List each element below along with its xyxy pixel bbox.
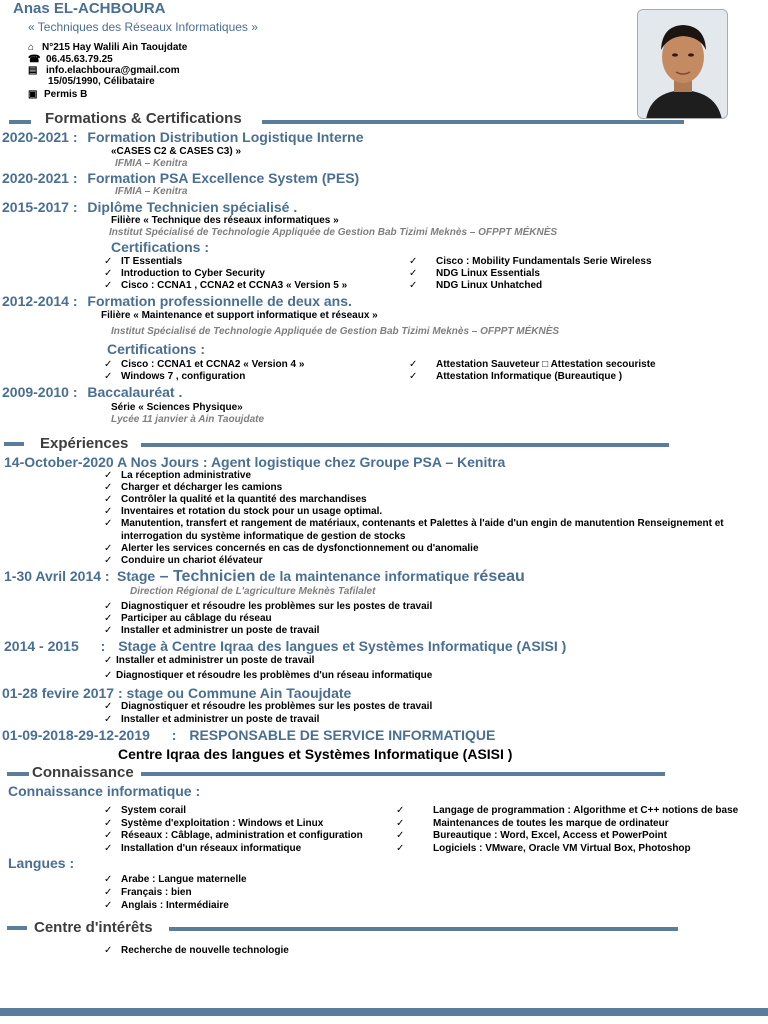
formation-detail: Série « Sciences Physique» — [111, 402, 243, 413]
list-item: ✓ Cisco : CCNA1 , CCNA2 et CCNA3 « Version 5 » — [104, 280, 348, 291]
check-icon: ✓ — [409, 268, 418, 279]
list-item: ✓ Bureautique : Word, Excel, Access et PowerPoint — [396, 830, 667, 841]
check-icon: ✓ — [104, 601, 113, 612]
license-text: Permis B — [44, 89, 88, 100]
check-icon: ✓ — [104, 555, 113, 566]
list-item: ✓ Logiciels : VMware, Oracle VM Virtual Box, Photoshop — [396, 843, 691, 854]
connaissance-heading: Connaissance — [32, 764, 134, 781]
portrait-image — [638, 10, 728, 119]
section-rule — [141, 772, 665, 776]
formation-date: 2012-2014 : — [2, 293, 78, 309]
list-item: ✓ La réception administrative — [104, 470, 252, 481]
formation-title: Diplôme Technicien spécialisé . — [87, 199, 298, 215]
formation-date: 2020-2021 : — [2, 170, 78, 186]
list-item: ✓ Diagnostiquer et résoudre les problèmes d'un réseau informatique — [104, 670, 433, 681]
check-icon: ✓ — [104, 613, 113, 624]
check-icon: ✓ — [104, 670, 113, 681]
formations-heading: Formations & Certifications — [45, 110, 242, 127]
check-icon: ✓ — [104, 268, 113, 279]
list-item: ✓ Attestation Sauveteur □ Attestation secouriste — [409, 359, 656, 370]
list-item: ✓ Arabe : Langue maternelle — [104, 874, 247, 885]
check-icon: ✓ — [104, 256, 113, 267]
list-item: ✓ Installer et administrer un poste de travail — [104, 625, 320, 636]
list-item: ✓ Diagnostiquer et résoudre les problèmes sur les postes de travail — [104, 601, 433, 612]
formation-date: 2009-2010 : — [2, 384, 78, 400]
list-item: ✓ Attestation Informatique (Bureautique ) — [409, 371, 623, 382]
list-item: ✓ Conduire un chariot élévateur — [104, 555, 263, 566]
section-rule — [169, 927, 678, 931]
section-rule-left — [7, 926, 27, 930]
formation-detail: «CASES C2 & CASES C3) » — [111, 146, 242, 157]
connaissance-info-heading: Connaissance informatique : — [8, 783, 201, 799]
list-item: ✓ Système d'exploitation : Windows et Linux — [104, 818, 324, 829]
list-item: ✓ Installer et administrer un poste de travail — [104, 714, 320, 725]
list-item: ✓ Introduction to Cyber Security — [104, 268, 265, 279]
experience-org: Direction Régional de L'agriculture Meknès Tafilalet — [130, 586, 376, 597]
email-text[interactable]: info.elachboura@gmail.com — [46, 65, 180, 76]
certifications-heading: Certifications : — [107, 341, 206, 357]
birth-text: 15/05/1990, Célibataire — [48, 76, 155, 87]
formation-detail: Filière « Maintenance et support informatique et réseaux » — [101, 310, 378, 321]
list-item: ✓ Participer au câblage du réseau — [104, 613, 272, 624]
check-icon: ✓ — [104, 280, 113, 291]
list-item: ✓ NDG Linux Essentials — [409, 268, 540, 279]
candidate-subtitle: « Techniques des Réseaux Informatiques » — [28, 20, 258, 34]
formation-org: Lycée 11 janvier à Ain Taoujdate — [111, 414, 265, 425]
check-icon: ✓ — [104, 625, 113, 636]
phone-icon: ☎ — [28, 54, 41, 65]
list-item: ✓ Alerter les services concernés en cas de dysfonctionnement ou d'anomalie — [104, 543, 479, 554]
experience-title: 2014 - 2015 : Stage à Centre Iqraa des langues et Systèmes Informatique (ASISI ) — [4, 638, 567, 654]
list-item: ✓ Installation d'un réseaux informatique — [104, 843, 302, 854]
check-icon: ✓ — [396, 843, 405, 854]
check-icon: ✓ — [396, 818, 405, 829]
langues-heading: Langues : — [8, 855, 75, 871]
formation-org: IFMIA – Kenitra — [115, 158, 188, 169]
experience-title: 14-October-2020 A Nos Jours : Agent logistique chez Groupe PSA – Kenitra — [4, 454, 506, 470]
certifications-heading: Certifications : — [111, 239, 210, 255]
formation-entry-2 — [2, 170, 359, 186]
formation-org: IFMIA – Kenitra — [115, 186, 188, 197]
experience-title: 1-30 Avril 2014 : Stage – Technicien de la maintenance informatique réseau — [4, 568, 525, 585]
formation-org: Institut Spécialisé de Technologie Appliquée de Gestion Bab Tizimi Meknès – OFPPT MÉKNÈS — [109, 227, 558, 238]
check-icon: ✓ — [104, 805, 113, 816]
check-icon: ✓ — [104, 371, 113, 382]
formation-detail: Filière « Technique des réseaux informatiques » — [111, 215, 339, 226]
check-icon: ✓ — [104, 874, 113, 885]
check-icon: ✓ — [104, 843, 113, 854]
list-item: ✓ Charger et décharger les camions — [104, 482, 283, 493]
check-icon: ✓ — [104, 494, 113, 505]
check-icon: ✓ — [409, 256, 418, 267]
list-item: ✓ Manutention, transfert et rangement de matériaux, contenants et Palettes à l'aide d'un engin de manutention Renseignement et — [104, 518, 724, 529]
formation-entry-4 — [2, 293, 352, 309]
email-line — [28, 65, 180, 76]
check-icon: ✓ — [104, 818, 113, 829]
section-rule-left — [4, 442, 24, 446]
car-icon: ▣ — [28, 89, 38, 100]
formation-entry-5 — [2, 384, 182, 400]
address-text: N°215 Hay Walili Ain Taoujdate — [42, 42, 188, 53]
list-item: ✓ Français : bien — [104, 887, 192, 898]
list-item: ✓ Cisco : Mobility Fundamentals Serie Wireless — [409, 256, 652, 267]
list-item: ✓ Contrôler la qualité et la quantité des marchandises — [104, 494, 367, 505]
footer-bar — [0, 1008, 768, 1016]
formation-org: Institut Spécialisé de Technologie Appliquée de Gestion Bab Tizimi Meknès – OFPPT MÉKNÈS — [111, 326, 560, 337]
section-rule — [262, 120, 684, 124]
experience-title: 01-09-2018-29-12-2019 : RESPONSABLE DE SERVICE INFORMATIQUE — [2, 727, 496, 743]
list-item: ✓ Inventaires et rotation du stock pour un usage optimal. — [104, 506, 383, 517]
list-item: ✓ Réseaux : Câblage, administration et configuration — [104, 830, 363, 841]
list-item: ✓ Cisco : CCNA1 et CCNA2 « Version 4 » — [104, 359, 305, 370]
license-line — [28, 89, 87, 100]
check-icon: ✓ — [104, 830, 113, 841]
formation-title: Formation Distribution Logistique Interne — [87, 129, 364, 145]
list-item: ✓ Diagnostiquer et résoudre les problèmes sur les postes de travail — [104, 701, 433, 712]
formation-date: 2015-2017 : — [2, 199, 78, 215]
check-icon: ✓ — [104, 900, 113, 911]
experience-org: Centre Iqraa des langues et Systèmes Informatique (ASISI ) — [118, 746, 513, 762]
check-icon: ✓ — [104, 714, 113, 725]
list-item: ✓ Maintenances de toutes les marque de ordinateur — [396, 818, 669, 829]
profile-photo — [637, 9, 728, 119]
check-icon: ✓ — [104, 518, 113, 529]
experience-title: 01-28 fevire 2017 : stage ou Commune Ain Taoujdate — [2, 685, 352, 701]
formation-entry-1 — [2, 129, 364, 145]
formation-title: Baccalauréat . — [87, 384, 183, 400]
check-icon: ✓ — [104, 887, 113, 898]
address-line — [28, 42, 187, 53]
list-item: ✓ Anglais : Intermédiaire — [104, 900, 229, 911]
phone-line — [28, 54, 113, 65]
check-icon: ✓ — [396, 805, 405, 816]
check-icon: ✓ — [104, 482, 113, 493]
check-icon: ✓ — [104, 470, 113, 481]
formation-entry-3 — [2, 199, 297, 215]
phone-text: 06.45.63.79.25 — [46, 54, 113, 65]
candidate-name: Anas EL-ACHBOURA — [13, 0, 166, 17]
check-icon: ✓ — [104, 359, 113, 370]
list-item: ✓ Installer et administrer un poste de travail — [104, 655, 315, 666]
check-icon: ✓ — [396, 830, 405, 841]
home-icon: ⌂ — [28, 42, 35, 53]
section-rule — [141, 443, 669, 447]
list-item-continuation: interrogation du système informatique de gestion de stocks — [121, 531, 406, 542]
section-rule-left — [7, 772, 29, 776]
formation-title: Formation professionnelle de deux ans. — [87, 293, 352, 309]
list-item: ✓ Langage de programmation : Algorithme et C++ notions de base — [396, 805, 739, 816]
list-item: ✓ Windows 7 , configuration — [104, 371, 246, 382]
list-item: ✓ System corail — [104, 805, 187, 816]
list-item: ✓ NDG Linux Unhatched — [409, 280, 543, 291]
list-item: ✓ IT Essentials — [104, 256, 183, 267]
check-icon: ✓ — [104, 945, 113, 956]
formation-title: Formation PSA Excellence System (PES) — [87, 170, 360, 186]
experiences-heading: Expériences — [40, 435, 129, 452]
formation-date: 2020-2021 : — [2, 129, 78, 145]
check-icon: ✓ — [409, 280, 418, 291]
check-icon: ✓ — [409, 371, 418, 382]
check-icon: ✓ — [409, 359, 418, 370]
check-icon: ✓ — [104, 543, 113, 554]
list-item: ✓ Recherche de nouvelle technologie — [104, 945, 289, 956]
email-icon: ▤ — [28, 65, 38, 76]
interets-heading: Centre d'intérêts — [34, 919, 153, 936]
section-rule-left — [9, 120, 31, 124]
check-icon: ✓ — [104, 655, 113, 666]
check-icon: ✓ — [104, 506, 113, 517]
check-icon: ✓ — [104, 701, 113, 712]
